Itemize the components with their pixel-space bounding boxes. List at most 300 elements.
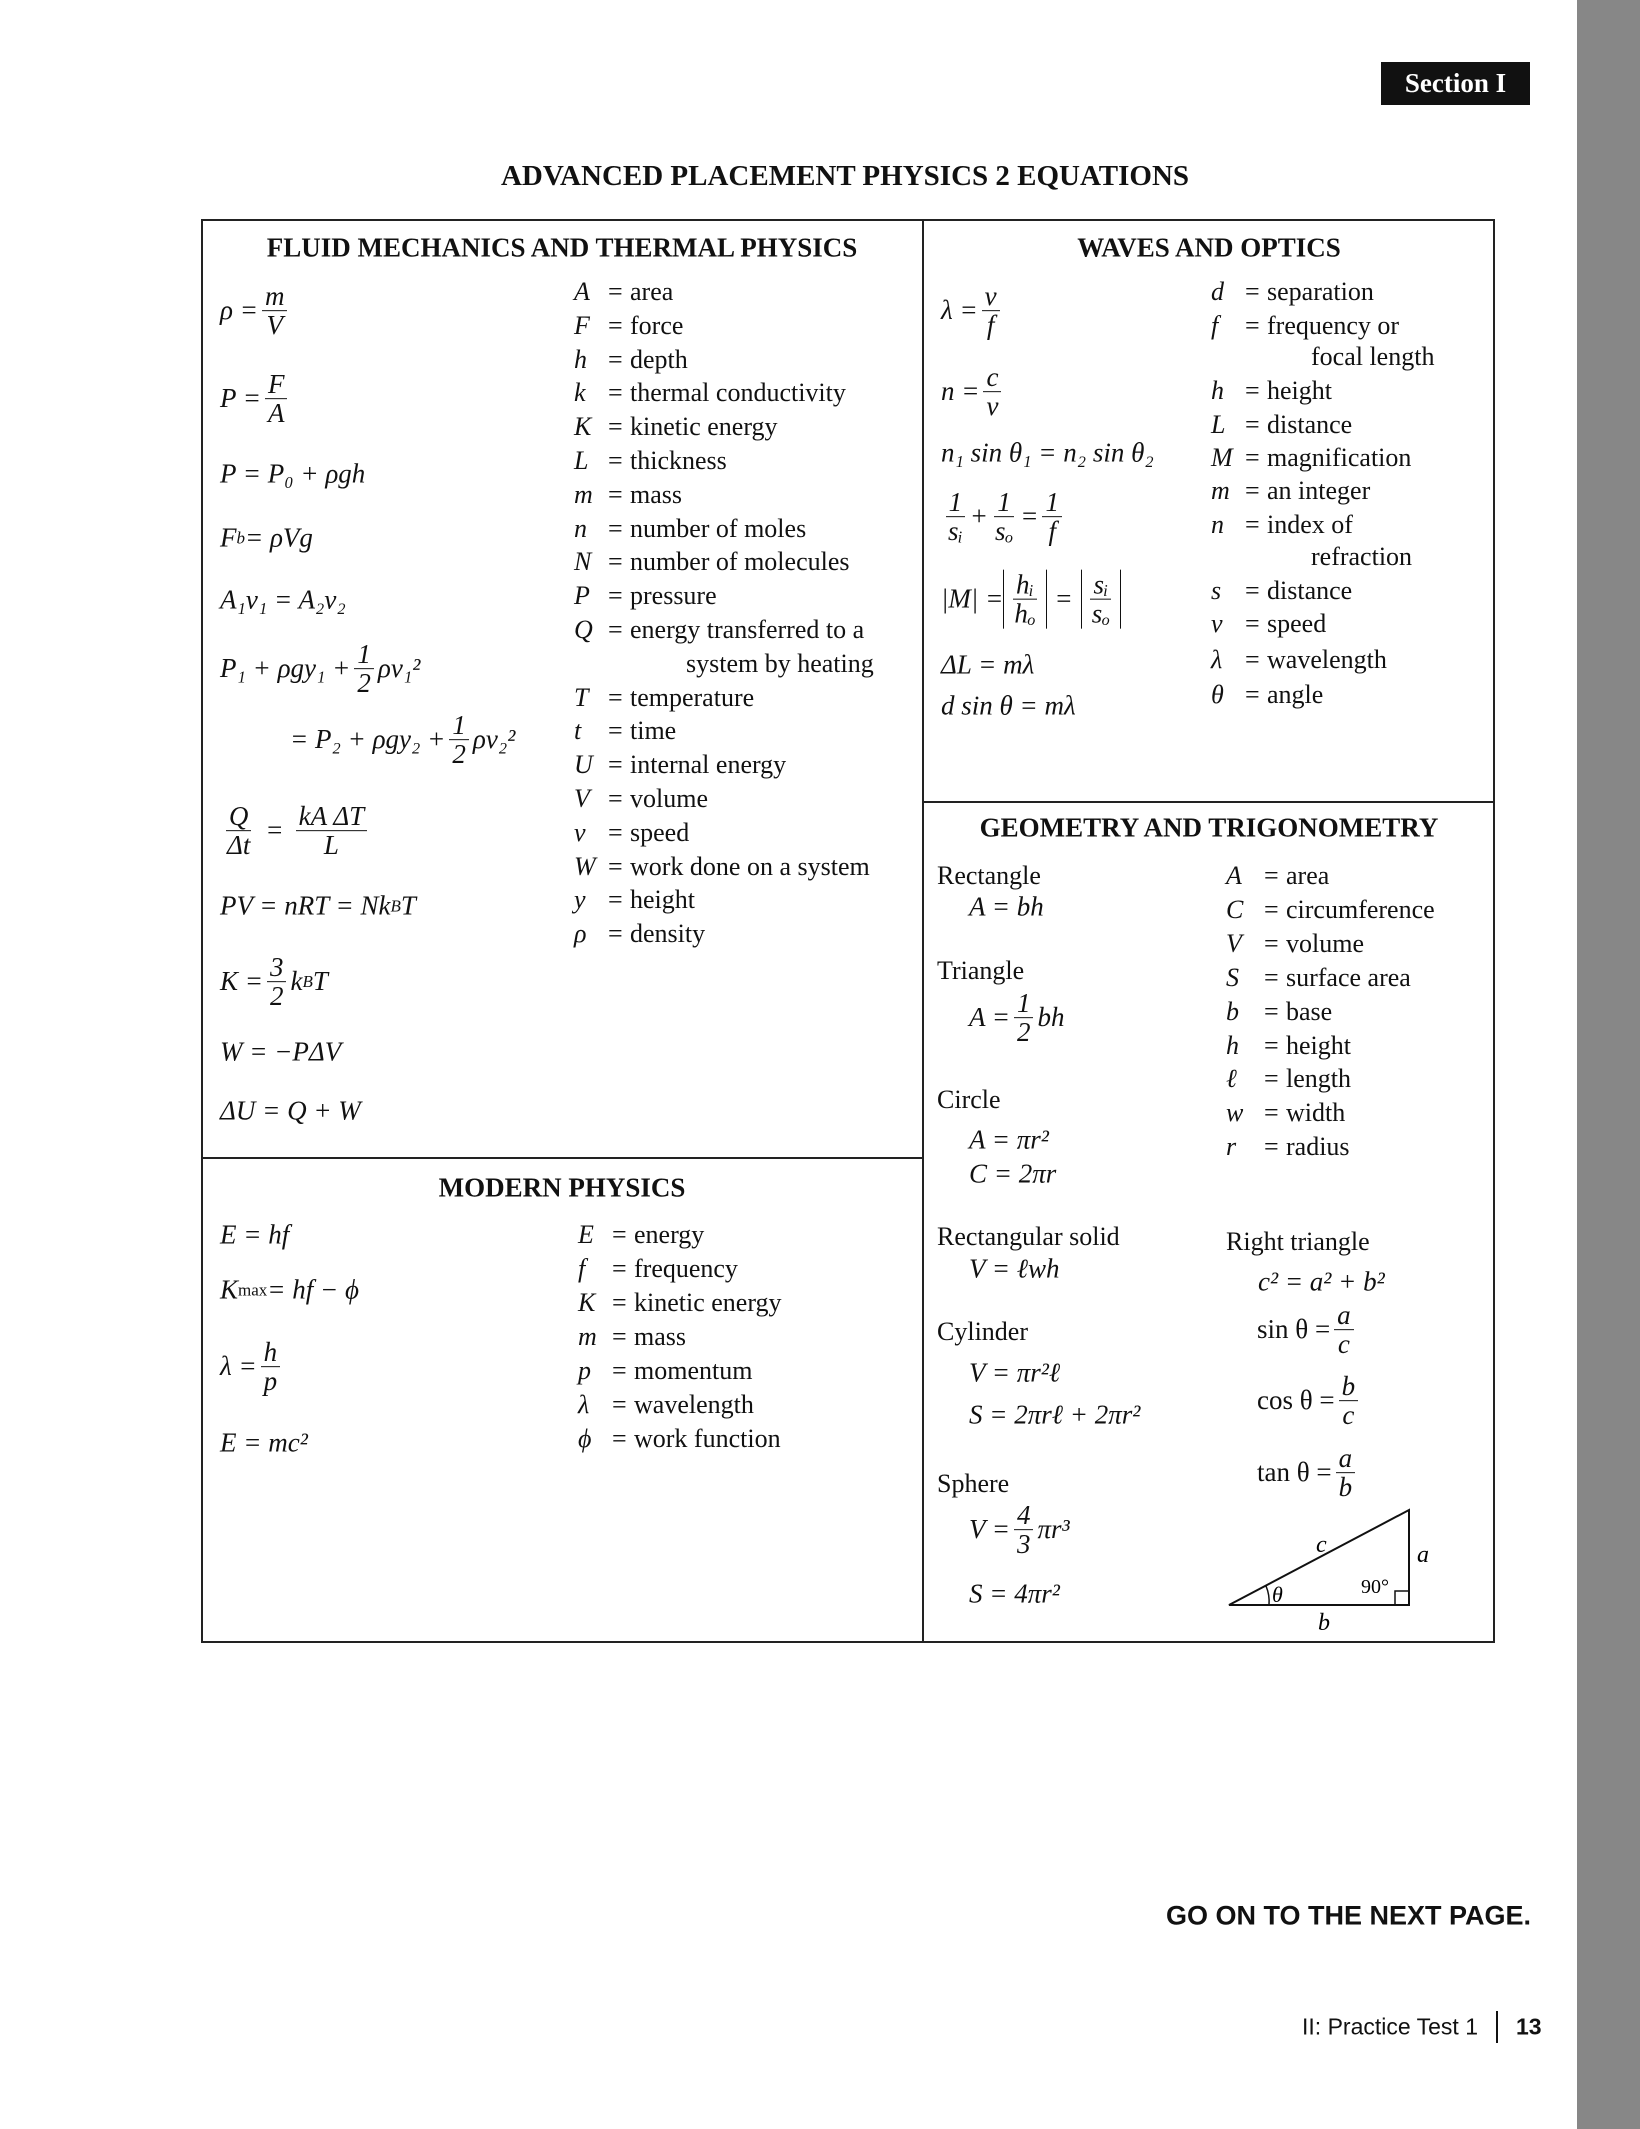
divider [923, 801, 1495, 803]
eq-text: n = [941, 376, 980, 407]
legend-equals: = [608, 513, 623, 543]
eq-text: bh [1037, 1002, 1065, 1033]
legend-definition: pressure [630, 581, 717, 611]
legend-definition: momentum [634, 1356, 753, 1385]
legend-definition: base [1286, 996, 1333, 1026]
numerator: v [982, 282, 1000, 311]
legend-row [578, 1322, 686, 1352]
page-edge-tab [1577, 0, 1640, 2129]
legend-definition: energy transferred to a [630, 615, 865, 644]
waves-header: WAVES AND OPTICS [1077, 232, 1341, 263]
eq-mass-energy: E = mc² [220, 1427, 308, 1458]
legend-symbol: b [1226, 996, 1239, 1026]
numerator: 1 [449, 711, 469, 740]
denominator: L [323, 830, 339, 861]
legend-row [1226, 997, 1332, 1027]
legend-equals: = [1245, 510, 1260, 539]
legend-row [574, 649, 874, 679]
legend-definition: volume [630, 784, 708, 813]
legend-row [1211, 443, 1411, 473]
eq-text: T [312, 966, 328, 997]
legend-row [1211, 645, 1387, 675]
denominator: 3 [1016, 1529, 1031, 1560]
rect-solid-label: Rectangular solid [937, 1222, 1120, 1251]
legend-row [578, 1288, 782, 1318]
eq-path-difference: ΔL = mλ [941, 649, 1035, 680]
legend-equals: = [608, 581, 623, 611]
legend-row [1211, 311, 1399, 341]
numerator: c [983, 363, 1001, 392]
legend-row [574, 277, 673, 307]
side-b-label: b [1318, 1610, 1330, 1636]
legend-symbol: λ [578, 1390, 590, 1419]
legend-row [1211, 410, 1352, 440]
legend-definition: refraction [1311, 542, 1413, 571]
eq-buoyant [220, 523, 313, 554]
legend-equals: = [1245, 576, 1260, 605]
legend-row [578, 1220, 704, 1250]
legend-equals: = [1264, 894, 1279, 924]
eq-de-broglie [220, 1338, 284, 1396]
legend-equals: = [612, 1254, 627, 1283]
legend-row [1211, 342, 1434, 372]
legend-definition: height [1267, 376, 1332, 405]
legend-equals: = [1264, 1132, 1279, 1162]
legend-definition: density [630, 919, 706, 949]
legend-equals: = [1245, 410, 1260, 439]
page-number: 13 [1516, 2013, 1542, 2040]
eq-text: P₁ + ρgy₁ + [220, 653, 351, 684]
legend-definition: index of [1267, 510, 1353, 539]
eq-cylinder-volume: V = πr²ℓ [969, 1357, 1061, 1388]
eq-cylinder-surface: S = 2πrℓ + 2πr² [969, 1399, 1141, 1430]
legend-symbol: n [574, 513, 587, 543]
legend-symbol: f [1211, 311, 1219, 340]
legend-definition: distance [1267, 410, 1353, 439]
eq-continuity: A₁v₁ = A₂v₂ [220, 584, 346, 615]
eq-bernoulli-2 [290, 711, 515, 769]
eq-text: = [265, 815, 284, 846]
legend-definition: height [1286, 1030, 1351, 1060]
legend-row [574, 784, 708, 814]
legend-row [578, 1424, 781, 1454]
denominator: sₒ [995, 516, 1014, 547]
legend-equals: = [608, 479, 623, 509]
eq-text: = [1020, 501, 1039, 532]
eq-sphere-volume [969, 1501, 1070, 1559]
denominator: b [1338, 1472, 1353, 1503]
angle-arc [1266, 1586, 1269, 1605]
eq-text: K = [220, 966, 263, 997]
legend-symbol: ℓ [1226, 1064, 1237, 1094]
legend-row [574, 750, 786, 780]
numerator: a [1336, 1444, 1356, 1473]
legend-definition: area [630, 277, 674, 306]
legend-row [574, 818, 689, 848]
legend-equals: = [1264, 996, 1279, 1026]
legend-row [574, 852, 870, 882]
legend-symbol: Q [574, 615, 593, 644]
denominator: p [263, 1366, 278, 1397]
legend-row [574, 885, 695, 915]
eq-text: ρv₂² [472, 724, 516, 755]
eq-text: P = [220, 383, 261, 414]
eq-sine [1257, 1301, 1358, 1359]
legend-definition: angle [1267, 680, 1324, 709]
denominator: Δt [227, 830, 251, 861]
legend-symbol: h [1211, 376, 1224, 405]
legend-row [574, 412, 778, 442]
legend-symbol: F [574, 310, 590, 340]
numerator: 1 [946, 488, 966, 517]
eq-text: K [220, 1274, 239, 1305]
legend-row [1211, 609, 1326, 639]
legend-definition: distance [1267, 576, 1353, 605]
numerator: h [261, 1338, 281, 1367]
side-c-label: c [1316, 1532, 1327, 1558]
legend-equals: = [608, 547, 623, 577]
legend-symbol: ρ [574, 919, 587, 949]
denominator: 2 [1016, 1017, 1031, 1048]
legend-equals: = [1264, 1030, 1279, 1060]
legend-symbol: k [574, 378, 586, 408]
legend-equals: = [1245, 680, 1260, 709]
numerator: 1 [1042, 488, 1062, 517]
legend-equals: = [612, 1288, 627, 1317]
legend-row [574, 514, 806, 544]
numerator: 1 [354, 640, 374, 669]
legend-equals: = [1245, 277, 1260, 306]
legend-definition: separation [1267, 277, 1374, 306]
legend-definition: thermal conductivity [630, 378, 846, 408]
legend-row [1226, 1098, 1345, 1128]
eq-text: = P₂ + ρgy₂ + [290, 724, 446, 755]
legend-definition: kinetic energy [630, 412, 778, 442]
eq-bernoulli-1 [220, 640, 420, 698]
legend-definition: mass [634, 1322, 686, 1351]
legend-symbol: θ [1211, 680, 1224, 709]
legend-row [1211, 510, 1353, 540]
eq-text: = hf − ϕ [267, 1274, 359, 1305]
eq-text: = [1054, 583, 1073, 614]
eq-work: W = −PΔV [220, 1036, 342, 1067]
legend-row [1226, 895, 1435, 925]
legend-equals: = [612, 1356, 627, 1385]
divider [922, 219, 924, 1643]
subscript: B [390, 896, 401, 915]
legend-symbol: v [574, 817, 586, 847]
go-on-notice: GO ON TO THE NEXT PAGE. [1165, 1900, 1531, 1931]
eq-magnification [941, 570, 1121, 629]
legend-row [1211, 376, 1332, 406]
circle-label: Circle [937, 1085, 1001, 1114]
eq-cosine [1257, 1372, 1362, 1430]
denominator: A [267, 398, 285, 429]
eq-rect-solid-volume: V = ℓwh [969, 1253, 1060, 1284]
legend-row [574, 345, 688, 375]
legend-definition: kinetic energy [634, 1288, 782, 1317]
denominator: c [1342, 1400, 1355, 1431]
legend-definition: speed [630, 817, 690, 847]
legend-definition: number of moles [630, 513, 807, 543]
legend-definition: radius [1286, 1132, 1350, 1162]
modern-header: MODERN PHYSICS [438, 1172, 686, 1203]
numerator: b [1339, 1372, 1359, 1401]
footer-divider [1496, 2011, 1498, 2043]
eq-text: sin θ = [1257, 1314, 1331, 1345]
legend-row [574, 311, 683, 341]
legend-row [1211, 277, 1374, 307]
legend-symbol: h [574, 344, 587, 374]
legend-symbol: V [574, 784, 590, 813]
eq-text: + [969, 501, 989, 532]
legend-equals: = [1245, 443, 1260, 472]
right-triangle-figure [1220, 1500, 1460, 1640]
legend-symbol: λ [1211, 645, 1223, 674]
legend-equals: = [1264, 1064, 1279, 1094]
legend-definition: surface area [1286, 962, 1411, 992]
legend-row [1211, 680, 1323, 710]
eq-text: πr³ [1037, 1514, 1070, 1545]
legend-symbol: K [578, 1288, 596, 1317]
legend-definition: speed [1267, 609, 1327, 638]
legend-definition: focal length [1311, 342, 1435, 371]
eq-rectangle-area: A = bh [969, 891, 1044, 922]
legend-definition: length [1286, 1064, 1351, 1094]
eq-density [220, 282, 291, 340]
legend-row [574, 480, 682, 510]
legend-row [1211, 476, 1370, 506]
cylinder-label: Cylinder [937, 1317, 1028, 1346]
theta-label: θ [1272, 1582, 1283, 1607]
rectangle-label: Rectangle [937, 861, 1041, 890]
denominator: c [1337, 1329, 1350, 1360]
fluid-header: FLUID MECHANICS AND THERMAL PHYSICS [266, 232, 858, 263]
numerator: 1 [994, 488, 1014, 517]
eq-text: k [290, 966, 303, 997]
numerator: m [262, 282, 288, 311]
legend-symbol: E [578, 1220, 594, 1249]
legend-row [574, 547, 850, 577]
legend-definition: work function [634, 1424, 781, 1453]
legend-definition: circumference [1286, 894, 1435, 924]
legend-definition: frequency or [1267, 311, 1400, 340]
eq-text: A = [969, 1002, 1010, 1033]
legend-definition: energy [634, 1220, 705, 1249]
legend-row [574, 615, 864, 645]
divider [201, 1157, 923, 1159]
legend-symbol: V [1226, 928, 1242, 958]
legend-definition: height [630, 885, 695, 915]
legend-equals: = [612, 1390, 627, 1419]
eq-pythagorean: c² = a² + b² [1258, 1266, 1385, 1297]
legend-symbol: C [1226, 894, 1244, 924]
eq-conduction [220, 802, 371, 860]
legend-equals: = [1264, 1098, 1279, 1128]
legend-equals: = [612, 1322, 627, 1351]
numerator: F [265, 370, 288, 399]
denominator: 2 [269, 981, 284, 1012]
legend-symbol: N [574, 547, 592, 577]
legend-equals: = [608, 378, 623, 408]
right-triangle-label: Right triangle [1226, 1227, 1370, 1256]
page-title: ADVANCED PLACEMENT PHYSICS 2 EQUATIONS [500, 160, 1190, 192]
eq-kmax [220, 1275, 359, 1306]
numerator: a [1334, 1301, 1354, 1330]
subscript: B [302, 972, 313, 991]
eq-text: PV = nRT = Nk [220, 890, 391, 921]
legend-row [1226, 963, 1411, 993]
legend-equals: = [608, 277, 623, 306]
section-badge: Section I [1381, 62, 1530, 105]
legend-symbol: ϕ [578, 1424, 592, 1453]
legend-symbol: T [574, 682, 589, 712]
eq-ideal-gas [220, 891, 416, 922]
subscript: b [236, 528, 245, 547]
denominator: 2 [357, 668, 371, 699]
legend-symbol: r [1226, 1132, 1237, 1162]
eq-grating: d sin θ = mλ [941, 690, 1076, 721]
sphere-label: Sphere [937, 1469, 1010, 1498]
legend-row [578, 1390, 754, 1420]
legend-definition: thickness [630, 446, 727, 475]
legend-symbol: W [574, 851, 596, 881]
legend-equals: = [1264, 928, 1279, 958]
legend-symbol: d [1211, 277, 1224, 306]
legend-definition: work done on a system [630, 851, 870, 881]
legend-row [1211, 542, 1412, 572]
numerator: 3 [267, 953, 287, 982]
legend-row [1226, 1064, 1351, 1094]
legend-row [1226, 929, 1364, 959]
eq-thin-lens [941, 488, 1066, 546]
denominator: v [986, 391, 999, 422]
legend-definition: depth [630, 344, 688, 374]
eq-text: |M| = [941, 583, 1004, 614]
numerator: Q [226, 802, 252, 831]
legend-definition: force [630, 310, 684, 340]
eq-kinetic-energy [220, 953, 328, 1011]
eq-text: T [400, 890, 416, 921]
legend-row [1211, 576, 1352, 606]
footer-text: II: Practice Test 1 [1302, 2013, 1478, 2040]
legend-definition: number of molecules [630, 547, 850, 577]
legend-symbol: t [574, 716, 582, 746]
numerator: hᵢ [1013, 571, 1037, 600]
numerator: sᵢ [1090, 571, 1111, 600]
legend-symbol: M [1211, 443, 1233, 472]
legend-symbol: K [574, 412, 592, 442]
legend-symbol: L [1211, 410, 1226, 439]
legend-row [574, 683, 754, 713]
eq-wave-speed [941, 282, 1004, 340]
legend-row [1226, 1031, 1351, 1061]
legend-symbol: L [574, 446, 589, 475]
legend-definition: system by heating [686, 648, 874, 678]
legend-equals: = [608, 885, 623, 915]
legend-definition: internal energy [630, 750, 787, 780]
denominator: sₒ [1091, 599, 1110, 629]
legend-equals: = [608, 784, 623, 813]
denominator: sᵢ [948, 516, 963, 547]
legend-equals: = [1264, 861, 1279, 890]
legend-equals: = [608, 615, 623, 644]
legend-symbol: A [1226, 861, 1242, 890]
legend-symbol: f [578, 1254, 586, 1283]
legend-equals: = [608, 716, 623, 746]
legend-symbol: U [574, 750, 593, 780]
legend-row [578, 1254, 738, 1284]
legend-row [574, 378, 846, 408]
legend-definition: wavelength [634, 1390, 754, 1419]
legend-symbol: h [1226, 1030, 1239, 1060]
eq-triangle-area [969, 989, 1064, 1047]
eq-text: F [220, 522, 237, 553]
denominator: f [1048, 516, 1056, 547]
legend-equals: = [1245, 645, 1260, 674]
legend-equals: = [608, 682, 623, 712]
eq-tangent [1257, 1444, 1359, 1502]
legend-equals: = [1264, 962, 1279, 992]
legend-equals: = [608, 750, 623, 780]
legend-row [574, 716, 676, 746]
geometry-header: GEOMETRY AND TRIGONOMETRY [979, 812, 1439, 843]
eq-sphere-surface: S = 4πr² [969, 1578, 1060, 1609]
legend-symbol: v [1211, 609, 1223, 638]
legend-equals: = [608, 412, 623, 442]
legend-equals: = [608, 851, 623, 881]
numerator: kA ΔT [296, 802, 368, 831]
eq-text: ρ = [220, 295, 258, 326]
denominator: hₒ [1014, 599, 1036, 629]
legend-symbol: s [1211, 576, 1222, 605]
legend-definition: time [630, 716, 677, 746]
legend-definition: volume [1286, 928, 1364, 958]
subscript: max [238, 1280, 268, 1299]
legend-symbol: p [578, 1356, 591, 1385]
eq-snell: n₁ sin θ₁ = n₂ sin θ₂ [941, 437, 1154, 468]
triangle-label: Triangle [937, 956, 1025, 985]
eq-text: cos θ = [1257, 1385, 1335, 1416]
eq-text: V = [969, 1514, 1010, 1545]
legend-symbol: S [1226, 962, 1239, 992]
legend-equals: = [1245, 376, 1260, 405]
legend-equals: = [608, 446, 623, 475]
legend-row [574, 446, 727, 476]
legend-definition: area [1286, 861, 1330, 890]
legend-equals: = [1245, 609, 1260, 638]
legend-row [578, 1356, 752, 1386]
eq-first-law: ΔU = Q + W [220, 1095, 361, 1126]
legend-symbol: m [1211, 476, 1230, 505]
legend-definition: mass [630, 479, 682, 509]
numerator: 4 [1014, 1501, 1034, 1530]
legend-symbol: w [1226, 1098, 1244, 1128]
eq-circle-area: A = πr² [969, 1124, 1049, 1155]
legend-equals: = [608, 344, 623, 374]
legend-symbol: m [574, 479, 593, 509]
legend-equals: = [612, 1424, 627, 1453]
legend-row [574, 919, 705, 949]
legend-definition: magnification [1267, 443, 1412, 472]
eq-photon: E = hf [220, 1219, 290, 1250]
legend-symbol: m [578, 1322, 597, 1351]
denominator: f [986, 310, 995, 341]
right-angle-label: 90° [1361, 1576, 1389, 1598]
side-a-label: a [1417, 1542, 1429, 1568]
legend-equals: = [612, 1220, 627, 1249]
legend-equals: = [608, 310, 623, 340]
